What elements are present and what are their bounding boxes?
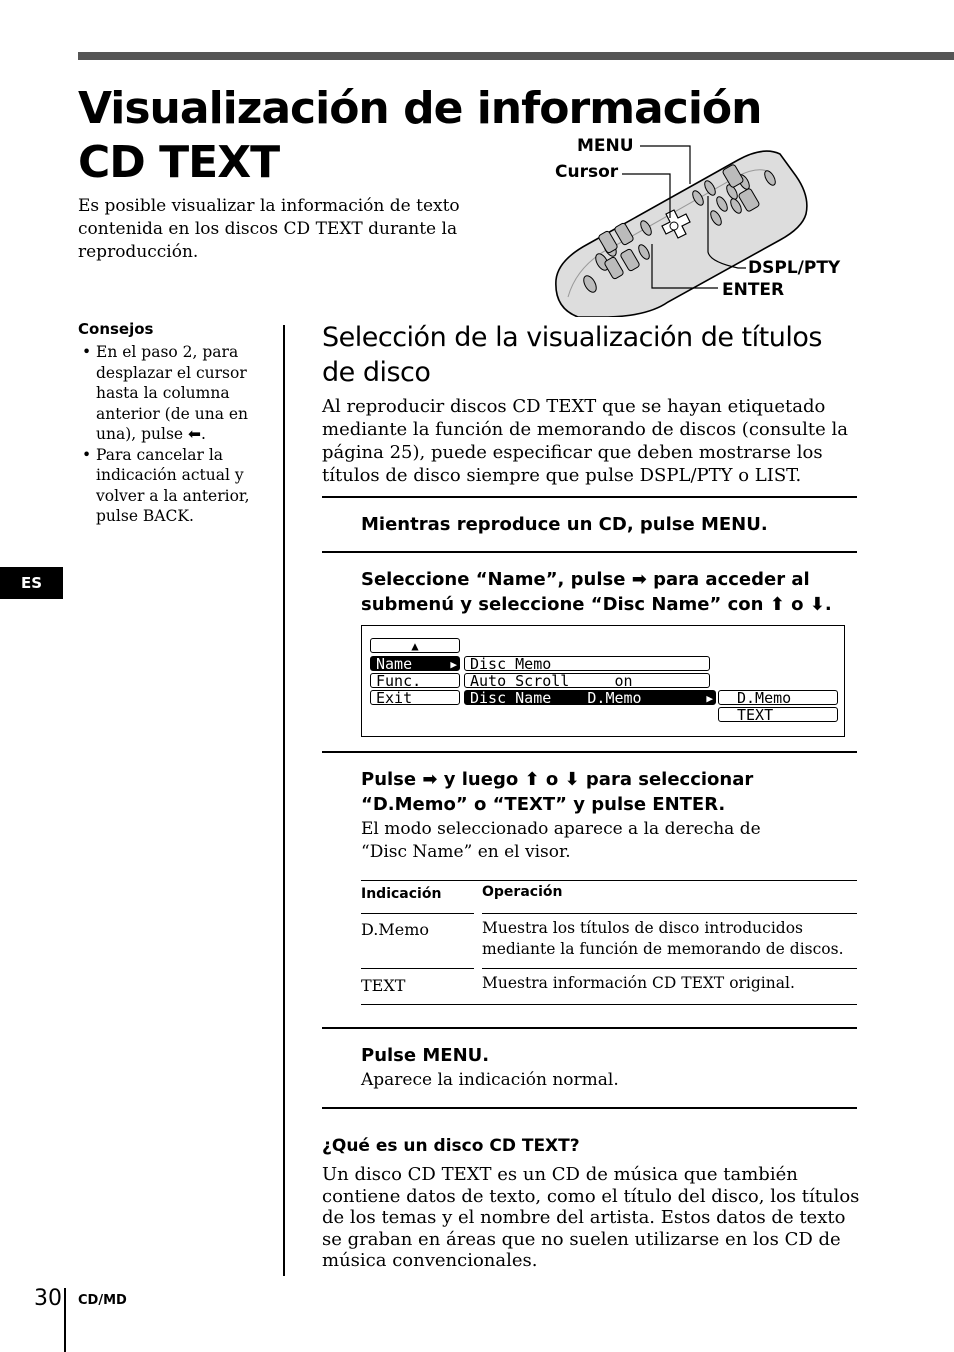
step-1: Mientras reproduce un CD, pulse MENU. — [361, 514, 768, 535]
table-cell-ind: D.Memo — [361, 920, 429, 939]
language-tab: ES — [0, 567, 63, 599]
table-top-rule — [361, 880, 857, 881]
arrow-right-icon: ➡ — [422, 769, 438, 790]
table-bottom-rule — [361, 1004, 857, 1005]
arrow-right-icon: ➡ — [631, 569, 647, 590]
section-title: Selección de la visualización de títulos de disco — [322, 322, 822, 388]
table-rule — [482, 913, 857, 914]
step-3-note: El modo seleccionado aparece a la derecha de “Disc Name” en el visor. — [361, 819, 761, 862]
tips-list — [80, 342, 270, 527]
step-2: Seleccione “Name”, pulse ➡ para acceder al submenú y seleccione “Disc Name” con ⬆ o ⬇. — [361, 569, 832, 615]
table-rule — [361, 913, 474, 914]
lcd-menu-name: Name ▶ — [370, 656, 460, 671]
step-4-note: Aparece la indicación normal. — [361, 1070, 619, 1090]
step-divider — [322, 1107, 857, 1109]
cursor-pad — [662, 210, 690, 238]
table-cell-op: Muestra los títulos de disco introducidos mediante la función de memorando de discos. — [482, 919, 844, 958]
step-3: Pulse ➡ y luego ⬆ o ⬇ para seleccionar “D.Memo” o “TEXT” y pulse ENTER. — [361, 769, 754, 815]
caret-right-icon: ▶ — [706, 692, 713, 705]
table-rule — [361, 968, 474, 969]
title-line-2: CD TEXT — [78, 137, 280, 188]
lcd-sub-disc-name: Disc Name D.Memo ▶ — [464, 690, 716, 705]
caret-right-icon: ▶ — [450, 658, 457, 671]
remote-label-dspl: DSPL/PTY — [748, 258, 841, 278]
remote-label-cursor: Cursor — [555, 162, 619, 182]
arrow-up-icon: ⬆ — [524, 769, 540, 790]
arrow-left-icon: ⬅ — [188, 425, 202, 443]
arrow-down-icon: ⬇ — [809, 594, 825, 615]
arrow-up-icon: ⬆ — [769, 594, 785, 615]
lcd-up-arrow: ▲ — [370, 638, 460, 653]
step-divider — [322, 496, 857, 498]
top-rule — [78, 52, 954, 60]
tip-item: • En el paso 2, para desplazar el cursor hasta la columna anterior (de una en una), pulse ⬅. — [80, 342, 270, 445]
tip-item: • Para cancelar la indicación actual y volver a la anterior, pulse BACK. — [80, 445, 270, 527]
lcd-menu-exit: Exit — [370, 690, 460, 705]
model-label: CD/MD — [78, 1293, 127, 1308]
step-4: Pulse MENU. — [361, 1045, 490, 1066]
table-rule — [482, 968, 857, 969]
arrow-down-icon: ⬇ — [564, 769, 580, 790]
lcd-menu-func: Func. — [370, 673, 460, 688]
table-cell-ind: TEXT — [361, 976, 406, 995]
lcd-sub-auto-scroll: Auto Scroll on — [464, 673, 710, 688]
lcd-option-text: TEXT — [718, 707, 838, 722]
footer-rule — [64, 1288, 66, 1352]
step-divider — [322, 1027, 857, 1029]
intro-text: Es posible visualizar la información de texto contenida en los discos CD TEXT durante la reproducción. — [78, 196, 460, 262]
question-body: Un disco CD TEXT es un CD de música que también contiene datos de texto, como el título del disco, los títulos de los temas y el nombre del artista. Estos datos de texto se graban en áreas que no suelen utilizarse en los CD de música convencionales. — [322, 1164, 860, 1271]
lcd-sub-disc-memo: Disc Memo — [464, 656, 710, 671]
remote-label-enter: ENTER — [722, 280, 785, 300]
title-line-1: Visualización de información — [78, 83, 762, 134]
table-header-operation: Operación — [482, 884, 563, 900]
step-divider — [322, 751, 857, 753]
section-body: Al reproducir discos CD TEXT que se hayan etiquetado mediante la función de memorando de discos (consulte la página 25), puede especificar que deben mostrarse los títulos de disco siempre que pulse DSPL/PTY o LIST. — [322, 396, 849, 486]
lcd-display — [361, 625, 845, 737]
step-divider — [322, 551, 857, 553]
page-number: 30 — [34, 1286, 62, 1311]
lcd-option-dmemo: D.Memo — [718, 690, 838, 705]
column-divider — [283, 325, 285, 1276]
tips-title: Consejos — [78, 320, 154, 338]
table-cell-op: Muestra información CD TEXT original. — [482, 974, 795, 992]
table-header-indication: Indicación — [361, 886, 442, 902]
remote-label-menu: MENU — [577, 136, 634, 156]
question-title: ¿Qué es un disco CD TEXT? — [322, 1136, 580, 1156]
